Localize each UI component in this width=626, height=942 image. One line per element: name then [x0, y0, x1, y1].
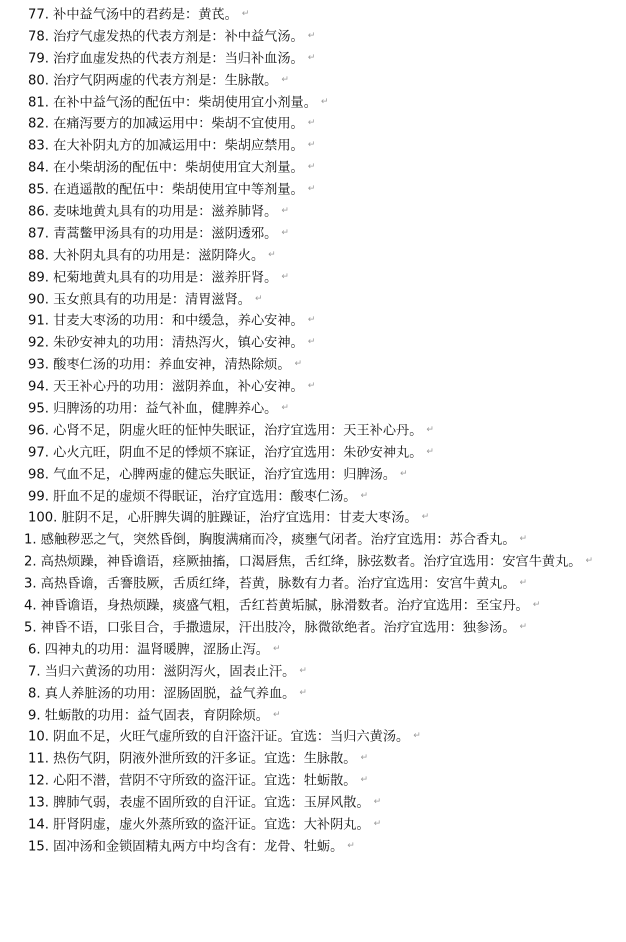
paragraph-mark-icon: ↵: [307, 140, 316, 151]
paragraph-mark-icon: ↵: [585, 556, 594, 567]
text-line: 14. 肝肾阴虚，虚火外蒸所致的盗汗证。宜选：大补阴丸。 ↵: [28, 817, 382, 833]
paragraph-mark-icon: ↵: [360, 775, 369, 786]
paragraph-mark-icon: ↵: [272, 643, 281, 654]
paragraph-mark-icon: ↵: [400, 468, 408, 479]
paragraph-mark-icon: ↵: [307, 337, 316, 348]
text-line: 8. 真人养脏汤的功用：涩肠固脱，益气养血。 ↵: [28, 685, 307, 701]
text-line: 81. 在补中益气汤的配伍中：柴胡使用宜小剂量。 ↵: [28, 94, 329, 110]
paragraph-mark-icon: ↵: [307, 315, 316, 326]
text-line: 100. 脏阴不足，心肝脾失调的脏躁证，治疗宜选用：甘麦大枣汤。 ↵: [28, 510, 430, 526]
text-line: 6. 四神丸的功用：温肾暖脾，涩肠止泻。 ↵: [28, 642, 281, 658]
paragraph-mark-icon: ↵: [413, 731, 421, 742]
paragraph-mark-icon: ↵: [299, 665, 307, 676]
text-line: 77. 补中益气汤中的君药是：黄芪。 ↵: [28, 7, 250, 23]
paragraph-mark-icon: ↵: [320, 96, 329, 107]
paragraph-mark-icon: ↵: [307, 162, 316, 173]
paragraph-mark-icon: ↵: [294, 359, 303, 370]
text-line: 13. 脾肺气弱，表虚不固所致的自汗证。宜选：玉屏风散。 ↵: [28, 795, 382, 811]
text-line: 91. 甘麦大枣汤的功用：和中缓急，养心安神。 ↵: [28, 313, 316, 329]
text-line: 83. 在大补阴丸方的加减运用中：柴胡应禁用。 ↵: [28, 138, 316, 154]
text-line: 87. 青蒿鳖甲汤具有的功用是：滋阴透邪。 ↵: [28, 226, 289, 242]
text-line: 7. 当归六黄汤的功用：滋阴泻火，固表止汗。 ↵: [28, 664, 307, 680]
paragraph-mark-icon: ↵: [307, 184, 316, 195]
paragraph-mark-icon: ↵: [281, 74, 289, 85]
paragraph-mark-icon: ↵: [307, 52, 316, 63]
paragraph-mark-icon: ↵: [426, 424, 434, 435]
paragraph-mark-icon: ↵: [281, 271, 289, 282]
text-line: 79. 治疗血虚发热的代表方剂是：当归补血汤。 ↵: [28, 51, 316, 67]
paragraph-mark-icon: ↵: [519, 578, 528, 589]
paragraph-mark-icon: ↵: [254, 293, 263, 304]
text-line: 89. 杞菊地黄丸具有的功用是：滋养肝肾。 ↵: [28, 269, 289, 285]
text-line: 5. 神昏不语，口张目合，手撒遗尿，汗出肢冷，脉微欲绝者。治疗宜选用：独参汤。 ↵: [24, 620, 528, 636]
text-line: 92. 朱砂安神丸的功用：清热泻火，镇心安神。 ↵: [28, 335, 316, 351]
paragraph-mark-icon: ↵: [281, 227, 289, 238]
paragraph-mark-icon: ↵: [360, 753, 369, 764]
paragraph-mark-icon: ↵: [421, 512, 430, 523]
text-line: 2. 高热烦躁，神昏谵语，痉厥抽搐，口渴唇焦，舌红绛，脉弦数者。治疗宜选用：安宫牛黄丸。 ↵: [24, 554, 594, 570]
paragraph-mark-icon: ↵: [373, 797, 382, 808]
text-line: 93. 酸枣仁汤的功用：养血安神，清热除烦。 ↵: [28, 357, 303, 373]
text-line: 10. 阴血不足，火旺气虚所致的自汗盗汗证。宜选：当归六黄汤。 ↵: [28, 729, 421, 745]
text-line: 1. 感触秽恶之气，突然昏倒，胸腹满痛而冷，痰壅气闭者。治疗宜选用：苏合香丸。 ↵: [24, 532, 528, 548]
text-line: 9. 牡蛎散的功用：益气固表，育阴除烦。 ↵: [28, 707, 281, 723]
paragraph-mark-icon: ↵: [519, 534, 528, 545]
text-line: 80. 治疗气阴两虚的代表方剂是：生脉散。 ↵: [28, 72, 289, 88]
text-line: 11. 热伤气阴，阴液外泄所致的汗多证。宜选：生脉散。 ↵: [28, 751, 369, 767]
paragraph-mark-icon: ↵: [307, 118, 316, 129]
text-line: 3. 高热昏谵，舌謇肢厥，舌质红绛，苔黄，脉数有力者。治疗宜选用：安宫牛黄丸。 ↵: [24, 576, 528, 592]
paragraph-mark-icon: ↵: [299, 687, 307, 698]
text-line: 78. 治疗气虚发热的代表方剂是：补中益气汤。 ↵: [28, 29, 316, 45]
paragraph-mark-icon: ↵: [373, 818, 382, 829]
paragraph-mark-icon: ↵: [360, 490, 369, 501]
text-line: 98. 气血不足，心脾两虚的健忘失眠证，治疗宜选用：归脾汤。 ↵: [28, 467, 408, 482]
paragraph-mark-icon: ↵: [307, 381, 316, 392]
text-line: 86. 麦味地黄丸具有的功用是：滋养肺肾。 ↵: [28, 204, 289, 220]
text-line: 84. 在小柴胡汤的配伍中：柴胡使用宜大剂量。 ↵: [28, 160, 316, 176]
paragraph-mark-icon: ↵: [272, 709, 281, 720]
text-line: 85. 在逍遥散的配伍中：柴胡使用宜中等剂量。 ↵: [28, 182, 316, 198]
text-line: 96. 心肾不足，阴虚火旺的怔忡失眠证，治疗宜选用：天王补心丹。 ↵: [28, 423, 434, 439]
text-line: 99. 肝血不足的虚烦不得眠证，治疗宜选用：酸枣仁汤。 ↵: [28, 488, 369, 504]
text-line: 12. 心阳不潜，营阴不守所致的盗汗证。宜选：牡蛎散。 ↵: [28, 773, 369, 789]
paragraph-mark-icon: ↵: [241, 9, 250, 19]
text-line: 97. 心火亢旺，阴血不足的悸烦不寐证，治疗宜选用：朱砂安神丸。 ↵: [28, 445, 434, 461]
paragraph-mark-icon: ↵: [281, 206, 289, 217]
document-page: [0, 4, 626, 858]
paragraph-mark-icon: ↵: [519, 621, 528, 632]
text-line: 90. 玉女煎具有的功用是：清胃滋肾。 ↵: [28, 291, 263, 307]
paragraph-mark-icon: ↵: [426, 446, 434, 457]
text-line: 15. 固冲汤和金锁固精丸两方中均含有：龙骨、牡蛎。 ↵: [28, 839, 355, 855]
text-line: 94. 天王补心丹的功用：滋阴养血，补心安神。 ↵: [28, 379, 316, 395]
paragraph-mark-icon: ↵: [532, 600, 541, 611]
text-line: 88. 大补阴丸具有的功用是：滋阴降火。 ↵: [28, 248, 276, 264]
paragraph-mark-icon: ↵: [347, 840, 355, 851]
paragraph-mark-icon: ↵: [307, 30, 316, 41]
text-line: 95. 归脾汤的功用：益气补血，健脾养心。 ↵: [28, 401, 289, 417]
paragraph-mark-icon: ↵: [268, 249, 276, 260]
text-line: 82. 在痛泻要方的加减运用中：柴胡不宜使用。 ↵: [28, 116, 316, 132]
paragraph-mark-icon: ↵: [281, 403, 289, 414]
text-line: 4. 神昏谵语，身热烦躁，痰盛气粗，舌红苔黄垢腻，脉滑数者。治疗宜选用：至宝丹。 ↵: [24, 598, 541, 614]
